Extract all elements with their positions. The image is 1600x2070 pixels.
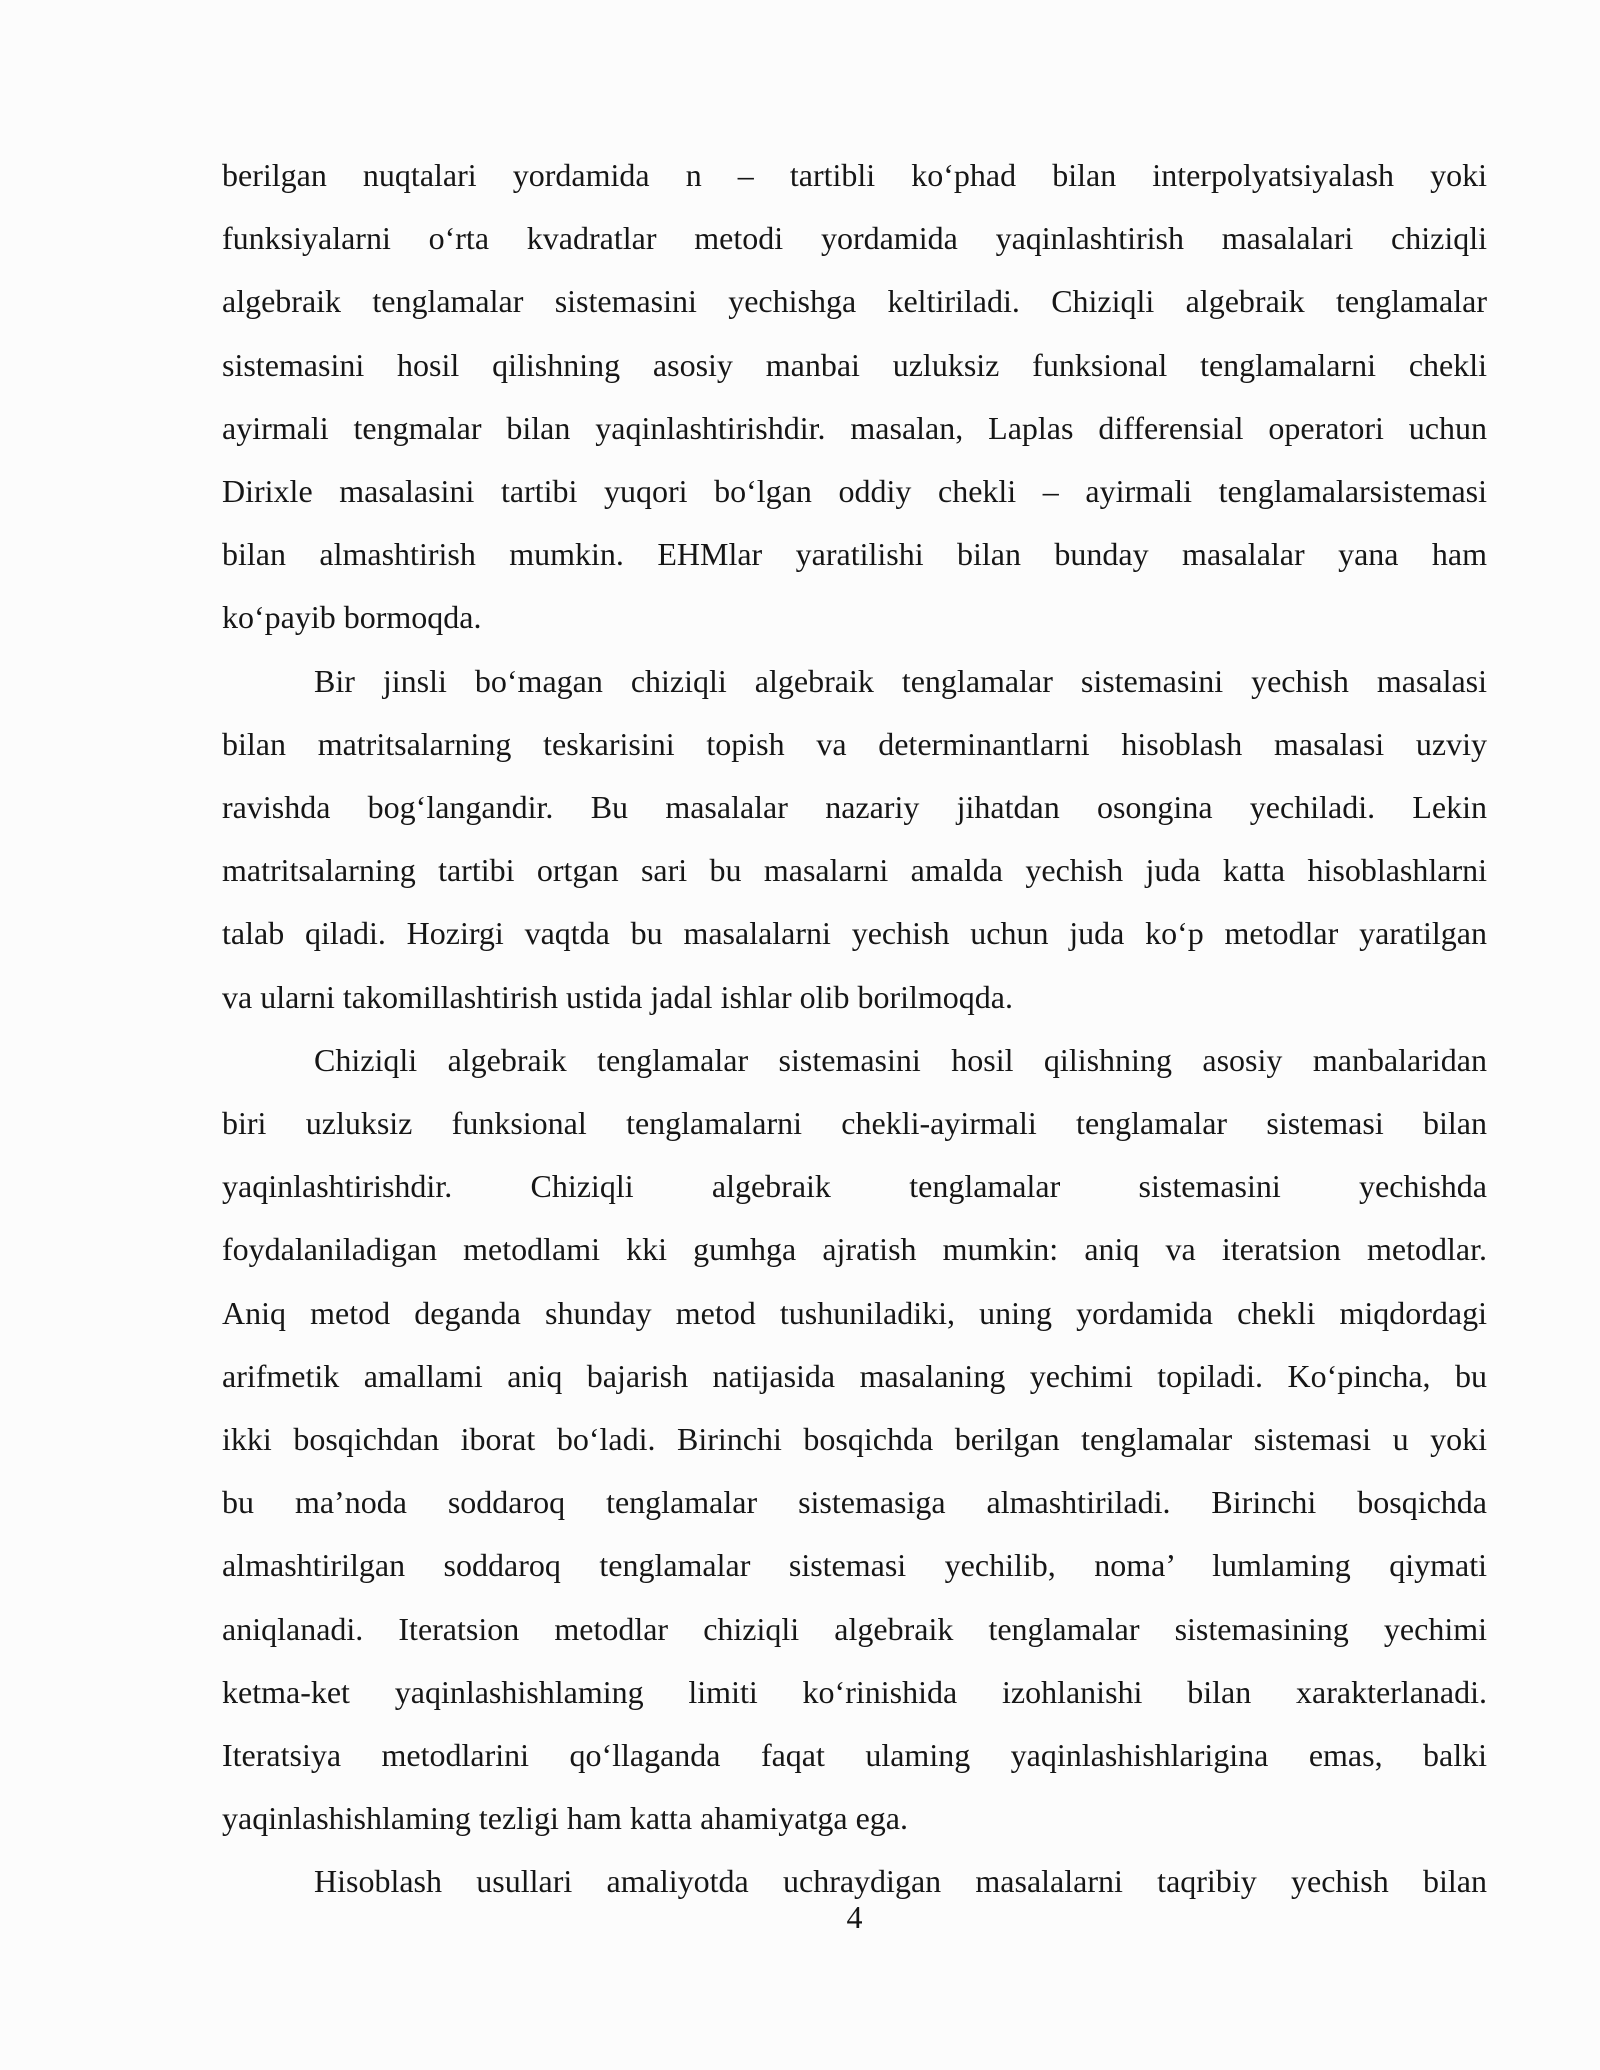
text-line: Bir jinsli boʻmagan chiziqli algebraik tenglamalar sistemasini yechish masalasi xyxy=(314,662,1487,699)
text-line: almashtirilgan soddaroq tenglamalar sistemasi yechilib, noma’ lumlaming qiymati xyxy=(222,1547,1487,1584)
text-line: matritsalarning tartibi ortgan sari bu masalarni amalda yechish juda katta hisoblashlarni xyxy=(222,852,1487,889)
page-number: 4 xyxy=(846,1899,863,1935)
text-line: bu ma’noda soddaroq tenglamalar sistemasiga almashtiriladi. Birinchi bosqichda xyxy=(222,1484,1487,1521)
text-line: aniqlanadi. Iteratsion metodlar chiziqli algebraik tenglamalar sistemasining yechimi xyxy=(222,1610,1487,1647)
text-line: ikki bosqichdan iborat boʻladi. Birinchi bosqichda berilgan tenglamalar sistemasi u yoki xyxy=(222,1421,1487,1458)
text-line: yaqinlashishlaming tezligi ham katta ahamiyatga ega. xyxy=(222,1800,908,1837)
text-line: talab qiladi. Hozirgi vaqtda bu masalalarni yechish uchun juda koʻp metodlar yaratilgan xyxy=(222,915,1487,952)
text-line: Iteratsiya metodlarini qoʻllaganda faqat ulaming yaqinlashishlarigina emas, balki xyxy=(222,1737,1487,1774)
text-line: algebraik tenglamalar sistemasini yechishga keltiriladi. Chiziqli algebraik tenglamalar xyxy=(222,283,1487,320)
text-line: Chiziqli algebraik tenglamalar sistemasini hosil qilishning asosiy manbalaridan xyxy=(314,1041,1487,1078)
text-line: ravishda bogʻlangandir. Bu masalalar nazariy jihatdan osongina yechiladi. Lekin xyxy=(222,789,1487,826)
text-line: va ularni takomillashtirish ustida jadal ishlar olib borilmoqda. xyxy=(222,978,1013,1015)
text-line: Hisoblash usullari amaliyotda uchraydigan masalalarni taqribiy yechish bilan xyxy=(314,1863,1487,1900)
text-line: funksiyalarni oʻrta kvadratlar metodi yordamida yaqinlashtirish masalalari chiziqli xyxy=(222,220,1487,257)
text-line: ayirmali tengmalar bilan yaqinlashtirishdir. masalan, Laplas differensial operatori uchun xyxy=(222,409,1487,446)
text-line: ketma-ket yaqinlashishlaming limiti koʻrinishida izohlanishi bilan xarakterlanadi. xyxy=(222,1673,1487,1710)
text-line: arifmetik amallami aniq bajarish natijasida masalaning yechimi topiladi. Koʻpincha, bu xyxy=(222,1357,1487,1394)
text-line: Aniq metod deganda shunday metod tushuniladiki, uning yordamida chekli miqdordagi xyxy=(222,1294,1487,1331)
text-line: foydalaniladigan metodlami kki gumhga ajratish mumkin: aniq va iteratsion metodlar. xyxy=(222,1231,1487,1268)
text-line: koʻpayib bormoqda. xyxy=(222,599,482,636)
text-line: bilan matritsalarning teskarisini topish va determinantlarni hisoblash masalasi uzviy xyxy=(222,725,1487,762)
text-line: biri uzluksiz funksional tenglamalarni chekli-ayirmali tenglamalar sistemasi bilan xyxy=(222,1105,1487,1142)
text-line: berilgan nuqtalari yordamida n – tartibli koʻphad bilan interpolyatsiyalash yoki xyxy=(222,157,1487,193)
text-line: yaqinlashtirishdir. Chiziqli algebraik tenglamalar sistemasini yechishda xyxy=(222,1168,1487,1205)
text-line: sistemasini hosil qilishning asosiy manbai uzluksiz funksional tenglamalarni chekli xyxy=(222,346,1487,383)
text-line: Dirixle masalasini tartibi yuqori boʻlgan oddiy chekli – ayirmali tenglamalarsistemasi xyxy=(222,473,1487,510)
text-line: bilan almashtirish mumkin. EHMlar yaratilishi bilan bunday masalalar yana ham xyxy=(222,536,1487,573)
body-text xyxy=(222,144,1487,1914)
